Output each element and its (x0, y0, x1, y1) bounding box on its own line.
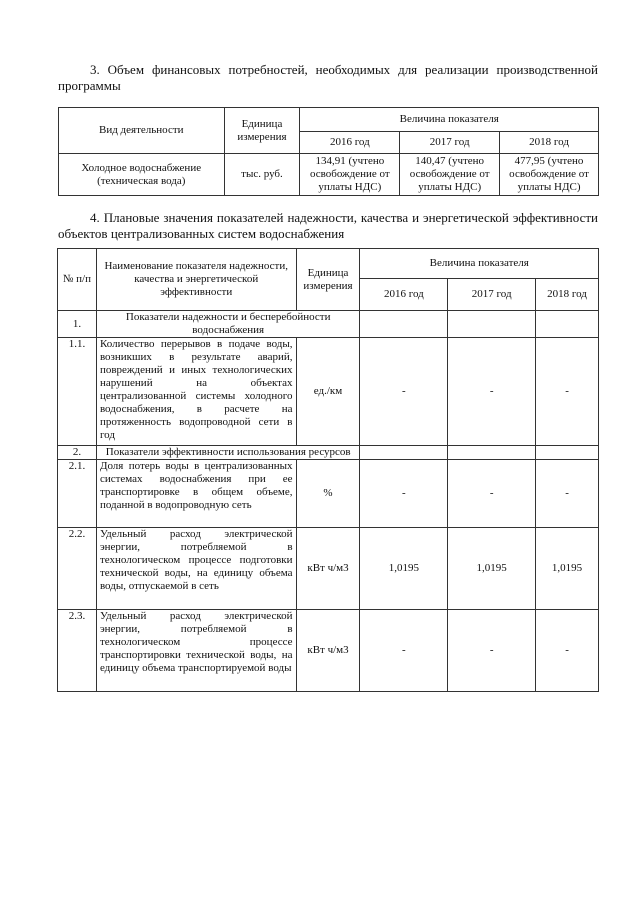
group-num: 1. (58, 311, 97, 338)
value-cell: 140,47 (учтено освобождение от уплаты НДС) (400, 154, 500, 196)
table-row (58, 528, 599, 610)
indicator-name: Удельный расход электрической энергии, потребляемой в технологическом процессе транспортировки технической воды, на единицу объема транспортируемой воды (96, 610, 296, 692)
value-cell: 1,0195 (536, 528, 599, 610)
value-cell: - (448, 338, 536, 446)
value-cell: 1,0195 (448, 528, 536, 610)
col-activity-header: Вид деятельности (59, 108, 225, 154)
value-cell: - (360, 610, 448, 692)
col-num-header: № п/п (58, 249, 97, 311)
group-title: Показатели эффективности использования ресурсов (96, 446, 360, 460)
row-num: 2.1. (58, 460, 97, 528)
value-cell: - (360, 460, 448, 528)
value-cell: - (448, 610, 536, 692)
financial-needs-table (58, 107, 599, 196)
group-title: Показатели надежности и бесперебойности водоснабжения (96, 311, 360, 338)
value-cell: - (360, 338, 448, 446)
activity-cell: Холодное водоснабжение (техническая вода) (59, 154, 225, 196)
col-unit-header: Единица измерения (224, 108, 300, 154)
year-header: 2018 год (536, 279, 599, 311)
unit-cell: % (296, 460, 360, 528)
col-value-header: Величина показателя (360, 249, 599, 279)
value-cell: - (448, 460, 536, 528)
col-unit-header: Единица измерения (296, 249, 360, 311)
section-4-heading: 4. Плановые значения показателей надежности, качества и энергетической эффективности объектов централизованных систем водоснабжения (58, 210, 598, 241)
year-header: 2018 год (500, 132, 599, 154)
year-header: 2017 год (448, 279, 536, 311)
col-name-header: Наименование показателя надежности, качества и энергетической эффективности (96, 249, 296, 311)
group-num: 2. (58, 446, 97, 460)
row-num: 2.3. (58, 610, 97, 692)
group-row (58, 446, 599, 460)
value-cell: 1,0195 (360, 528, 448, 610)
group-row (58, 311, 599, 338)
value-cell: - (536, 610, 599, 692)
row-num: 1.1. (58, 338, 97, 446)
value-cell: 477,95 (учтено освобождение от уплаты НДС) (500, 154, 599, 196)
year-header: 2017 год (400, 132, 500, 154)
table-row (58, 610, 599, 692)
table-row (59, 154, 599, 196)
section-3-heading: 3. Объем финансовых потребностей, необходимых для реализации производственной программы (58, 62, 598, 93)
unit-cell: кВт ч/м3 (296, 528, 360, 610)
value-cell: - (536, 460, 599, 528)
indicators-table (57, 248, 599, 692)
indicator-name: Количество перерывов в подаче воды, возникших в результате аварий, повреждений и иных технологических нарушений на объектах централизованной системы холодного водоснабжения, в расчете на протяженность водопроводной сети в год (96, 338, 296, 446)
unit-cell: кВт ч/м3 (296, 610, 360, 692)
indicator-name: Удельный расход электрической энергии, потребляемой в технологическом процессе подготовки технической воды, на единицу объема воды, отпускаемой в сеть (96, 528, 296, 610)
table-row (58, 460, 599, 528)
year-header: 2016 год (360, 279, 448, 311)
indicator-name: Доля потерь воды в централизованных системах водоснабжения при ее транспортировке в общем объеме, поданной в водопроводную сеть (96, 460, 296, 528)
row-num: 2.2. (58, 528, 97, 610)
col-value-header: Величина показателя (300, 108, 599, 132)
value-cell: - (536, 338, 599, 446)
value-cell: 134,91 (учтено освобождение от уплаты НДС) (300, 154, 400, 196)
year-header: 2016 год (300, 132, 400, 154)
unit-cell: ед./км (296, 338, 360, 446)
table-row (58, 338, 599, 446)
unit-cell: тыс. руб. (224, 154, 300, 196)
